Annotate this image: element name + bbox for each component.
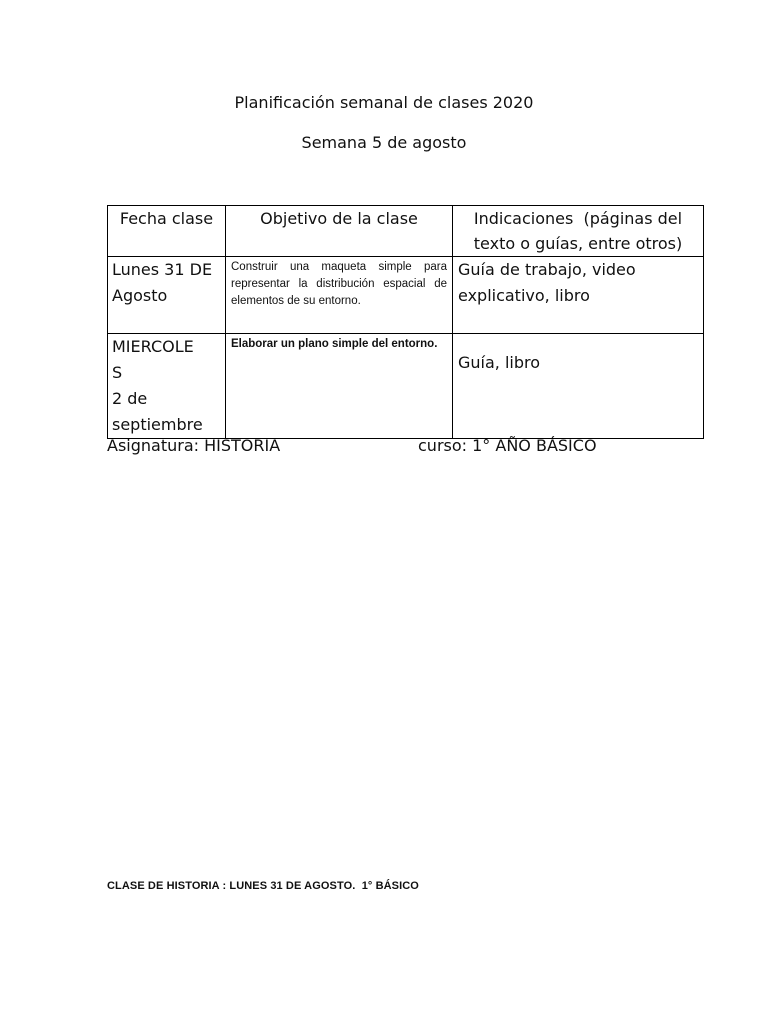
document-title: Planificación semanal de clases 2020	[234, 93, 534, 112]
row1-objetivo-cell	[226, 257, 453, 334]
row1-indicaciones: Guía de trabajo, video explicativo, libro	[458, 260, 636, 305]
row2-objetivo: Elaborar un plano simple del entorno.	[231, 338, 438, 350]
row2-indicaciones-cell	[453, 334, 704, 439]
schedule-table	[107, 205, 704, 439]
header-indicaciones-line1: Indicaciones (páginas del	[473, 209, 683, 228]
row2-fecha-line1: MIERCOLE	[112, 337, 194, 356]
table-row	[108, 257, 704, 334]
asignatura-label: Asignatura: HISTORIA	[107, 436, 281, 455]
table-header-row	[108, 206, 704, 257]
row1-fecha	[108, 257, 225, 309]
row1-fecha-line2: Agosto	[112, 286, 168, 305]
row2-fecha	[108, 334, 225, 438]
table-row	[108, 334, 704, 439]
header-cell-fecha	[108, 206, 226, 257]
header-indicaciones-line2: texto o guías, entre otros)	[473, 234, 683, 253]
row1-fecha-line1: Lunes 31 DE	[112, 260, 213, 279]
header-fecha-label: Fecha clase	[119, 209, 214, 228]
row1-objetivo: Construir una maqueta simple para representar la distribución espacial de elementos de su entorno.	[231, 261, 447, 307]
row2-fecha-line2: S	[112, 363, 123, 382]
row2-fecha-line3: 2 de	[112, 389, 148, 408]
header-indicaciones-label	[453, 206, 703, 256]
footer-class-heading: CLASE DE HISTORIA : LUNES 31 DE AGOSTO. 1° BÁSICO	[107, 880, 419, 892]
header-objetivo-label: Objetivo de la clase	[260, 209, 418, 228]
row2-fecha-cell	[108, 334, 226, 439]
row2-fecha-line4: septiembre	[112, 415, 203, 434]
curso-label: curso: 1° AÑO BÁSICO	[418, 436, 597, 455]
row2-objetivo-cell	[226, 334, 453, 439]
header-cell-objetivo	[226, 206, 453, 257]
row1-indicaciones-cell	[453, 257, 704, 334]
header-cell-indicaciones	[453, 206, 704, 257]
row1-fecha-cell	[108, 257, 226, 334]
document-subtitle: Semana 5 de agosto	[301, 133, 467, 152]
row2-indicaciones: Guía, libro	[458, 353, 541, 372]
